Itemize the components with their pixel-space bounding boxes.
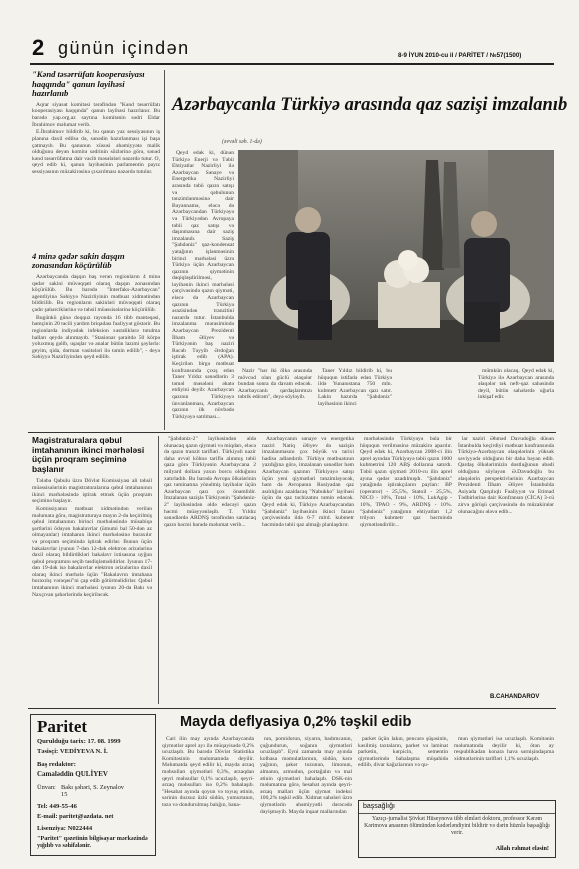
phone: Tel: 449-55-46 xyxy=(37,803,77,810)
article-title: Magistraturalara qəbul imtahanının ikinci mərhələsi üçün proqram seçiminə başlanır xyxy=(32,435,145,474)
paragraph: Tələbə Qəbulu üzrə Dövlət Komissiyası ali təhsil müəssisələrinin magistraturalarına qəbul imtahanının ikinci mərhələsində iştirak etmək üçün proqram seçiminə başlayır. xyxy=(32,478,152,505)
masthead-founder xyxy=(37,748,108,755)
article-body xyxy=(32,478,152,696)
masthead-founded: Qurulduğu tarix: 17. 08. 1999 xyxy=(37,738,121,745)
paragraph: Bugünkü günə doqquz rayonda 16 tibb məntəqəsi, həmçinin 20 təcili yardım briqadası fəaliyyət göstərir. Bu regionlarda indiyədək infeksion xəstəliklərə tutulma halları qeydə alınmayıb. "Stasionar şəraitdə 50 körpə yoluxmuş gəlib, uşaqlar və analar bütün lazımi şəylərlə: geyim, qida, dərman vasitələri ilə təmin edilib", - deyə Səhiyyə Nazirliyindən qeyd edilib. xyxy=(32,314,160,361)
main-article-column-1 xyxy=(172,150,234,428)
issue-info: 8-9 İYUN 2010-cu il / PARİTET / №57(1500) xyxy=(398,52,522,59)
condolence-title: başsağlığı xyxy=(363,803,395,810)
continuation-column-1: "Şahdəniz-2" layihəsindən əldə olunacaq qazın qiyməti və miqdarı, eləcə də qazın tranzit tarifləri. Türkiyəli nazir daha əvvəl köhnə tariflə alınmış təbii qaza görə Türkiyənin Azərbaycana 2 milyard dollara yaxın borcu olduğunu xatırladıb. Bu barədə Avropa ölkələrinin qaz təminatına yönəlmiş layihələr üçün Azərbaycan qazı çox önəmlidir. İmzalanan sazişlə Türkiyənin "Şahdəniz-2" layihəsindən əldə edəcəyi qazın həcmi müəyyənləşib. T. Yıldız sənədlərdə ARDNŞ tərəfindən satılacaq qazın həcmi barədə məlumat verib... xyxy=(164,436,256,528)
main-article-column-4: mümkün olacaq. Qeyd edək ki, Türkiyə ilə Azərbaycan arasında əlaqələr tək neft-qaz sahəsində deyil, bütün sahələrdə uğurla inkişaf edir. xyxy=(478,368,554,401)
continuation-column-2: Azərbaycanın sənaye və energetika naziri Natiq Əliyev də sazişin imzalanmasını çox böyük və tarixi hadisə adlandırıb. Türkiyə mətbuatının yazdığına görə, imzalanan sənədlər həm Azərbaycan qazının Türkiyəyə satışı üçün yeni qiymətləri tənzimləyəcək, həm də Avropanın Rusiyadan qaz asılılığını azaldacaq "Nabukko" layihəsi üçün də qaz təchizatını təmin edəcək. Qeyd edək ki, Türkiyə Azərbaycandan "Şahdəniz" layihəsinin ikinci fazası çərçivəsində ildə 6-7 mlrd. kubmetr həcmində təbii qaz almağı planlaşdırır. xyxy=(262,436,354,528)
address: Bakı şəhəri, S. Zeynalov 15 xyxy=(61,784,125,799)
main-article-column-3: Taner Yıldız bildirib ki, bu hüququn istifadə edən Türkiyə ildə Yunanıstana 750 mln. kubmetr Azərbaycan qazı satır. Lakin hazırda "Şahdəniz" layihəsinin ikinci xyxy=(318,368,392,407)
address-label: Ünvan: xyxy=(37,784,56,791)
paragraph: E.İbrahimov bildirib ki, bu qanun yaz sessiyasının iş planına daxil edilsə də, sənədin hazırlanması işi başa çatmayıb. Bu qanunun xüsusi əhəmiyyətə malik olduğunu deyən komitə sədrinin sözlərinə görə, sənəd kənd təsərrüfatına dair vacib məsələləri nəzərdə tutur. O, qeyd edib ki, qanun layihəsinin parlamentin payız sessiyasının müzakirəsinə çıxarılması nəzərdə tutulur. xyxy=(32,129,160,175)
masthead-title: Paritet xyxy=(37,717,88,736)
continued-note: (əvvəli səh. 1-də) xyxy=(222,139,262,145)
masthead-note: "Paritet" qəzetinin bilgisayar mərkəzində yığılıb və səhifələnir. xyxy=(37,835,148,850)
page-header xyxy=(0,0,579,66)
email-link[interactable]: E-mail: paritet@azdata. net xyxy=(37,813,114,820)
exam-article xyxy=(32,436,152,704)
article-body xyxy=(32,274,160,434)
founder-label: Təsisçi: xyxy=(37,748,59,755)
section-title: günün içindən xyxy=(58,38,190,58)
continuation-column-3: mərhələsində Türkiyəyə bəla bir hüququn verilməsinə müzakirə aparılır. Qeyd edək ki, Azərbaycan 2008-ci ilin aprel ayından Türkiyəyə təbii qazın 1000 kubmetrini 120 ABŞ dollarına satırdı. Təbii qazın qiyməti 2010-cu ilin aprel ayına qədər uzadılmışdı. "Şahdəniz" yatağında iştirakçıların payları: BP (operator) - 25,5%, Statoil - 25,5%, NICO - 10%, Total - 10%, LukAgip - 10%, TPAO - 9%, ARDNŞ - 10%. "Şahdəniz" yatağının ehtiyatları 1,2 trilyon kubmetr qaz həcmində qiymətləndirilir... xyxy=(360,436,452,528)
section-divider xyxy=(28,432,556,433)
header-rule xyxy=(30,63,554,65)
bottom-article-column-2: nın, pomidorun, xiyarın, badımcanın, çuğundurun, soğanın qiymətləri ucuzlaşıb". Eyni zamanda may ayında kolbasa məmulatlarının, südün, kərə yağının, şəkər tozunun, limonun, almanın, armudun, portağalın və mal ətinin qiymətləri bahalaşıb. DSK-nin məlumatına görə, hesabat ayında qeyri-ərzaq malları üçün qiymət indeksi 100,2% təşkil edib. Xidmət sahələri üzrə qiymətlərin əhəmiyyətli dərəcədə dəyişməyib. Mayda inşaat mallarından xyxy=(260,736,352,815)
photo-image xyxy=(238,150,554,362)
editor-name: Camaləddin QULİYEV xyxy=(37,770,108,778)
page-number: 2 xyxy=(32,35,45,60)
article-title: "Kənd təsərrüfatı kooperasiyası haqqında" qanun layihəsi hazırlanıb xyxy=(32,69,145,99)
condolence-title-rule xyxy=(359,813,555,814)
main-headline: Azərbaycanla Türkiyə arasında qaz sazişi imzalanıb xyxy=(172,95,568,115)
continuation-column-4: lar naziri Əhməd Davudoğlu dünən İstanbulda keçirdiyi mətbuat konfransında Türkiyə-Azərbaycan əlaqələrinin yüksək səviyyədə olduğunu bir daha bəyan edib. Qardaş ölkələrimizin dostluğunun əbədi olduğunu söyləyən Ə.Davudoğlu bu əlaqələrin perspektivlərinin Azərbaycan Prezidenti İlham Əliyev İstanbulda Asiyada Qarşılıqlı Fəaliyyət və Etimad Tədbirlərinə dair Konfransın (CİCA) 3-cü zirvə görüşü çərçivəsində də müzakirələr olunacağını ələvə edib... xyxy=(458,436,554,515)
bottom-headline: Mayda deflyasiya 0,2% təşkil edib xyxy=(180,714,412,730)
article-title: 4 minə qədər sakin daşqın zonasından köçürülüb xyxy=(32,250,125,271)
paragraph: Qeyd edək ki, dünən Türkiyə Enerji və Təbii Ehtiyatlar Nazirliyi ilə Azərbaycan Sənaye və Energetika Nazirliyi arasında təbii qazın satışı və qəbulunun tənzimlənməsinə dair Bəyannamə, eləcə də Azərbaycandan Türkiyəyə və Türkiyədən Avropaya təbii qaz satışı və daşınmasına dair saziş imzalanıb. Saziş "Şahdəniz" qaz-kondensat yatağının işlənməsinin birinci mərhələsi üzrə Türkiyə üçün Azərbaycan qazının qiymətinin dəqiqləşdirilməsi, layihənin ikinci mərhələsi çərçivəsində qazın qiyməti, eləcə də Azərbaycan qazının Türkiyə ərazisindən tranzitini nəzərdə tutur. İstanbulda imzalanma mərasimində Azərbaycan Prezidenti İlham Əliyev və Türkiyənin baş naziri Rəcəb Təyyib Ərdoğan iştirak edib (APA). Keçirilən birgə mətbuat konfransında çıxış edən Taner Yıldız sənədlərin 3 təməl məsələni əhatə etdiyini deyib: Azərbaycan qazının Türkiyəyə ünvanlanması, Azərbaycan qazının ilk növbədə Türkiyəyə satılması... xyxy=(172,150,234,420)
editor-label: Baş redaktor: xyxy=(37,761,76,768)
paragraph: Komissiyanın mətbuat xidmətindən verilən məlumata görə, magistraturaya mayın 2-də keçirilmiş qəbul imtahanının birinci mərhələsində müsabiqə şərtlərini ödəyən bakalavrlar (ümumi bal 50-dən az olmayanlar) imtahanın ikinci mərhələsinə buraxılır və proqram seçimində iştirak edirlər. Bunun üçün bakalavrlar iyunun 7-dən 12-dək elektron ərizələrinə daxil olaraq bildirdikləri bakalavr ixtisasına uyğun qəbul proqramını seçib təsdiqləməlidirlər. Iyunun 17-dən 19-dək isə bakalavrlar elektron ərizələrinə daxil olaraq ikinci mərhələ üçün "Bakalavrın imtahana buraxılış vərəqəsi"ni çap edib götürməlidirlər. Qəbul imtahanının ikinci mərhələsi iyunun 20-də Bakı və Naxçıvan şəhərlərində keçiriləcək. xyxy=(32,505,152,598)
bottom-article-column-4: mun qiymətləri isə ucuzlaşıb. Komitənin məlumatında deyilir ki, ötən ay respublikadan konara hava sərnişindaşıma xidmətlərinin tarifləri 1,1% ucuzlaşıb. xyxy=(454,736,554,762)
news-photo xyxy=(238,150,554,362)
paragraph: Azərbaycanda daşqın baş verən regionların 4 minə qədər sakini müvəqqəti olaraq daşqın zonasından köçürülüb. Bu barədə "İnterfaks-Azərbaycan" agentliyinə Səhiyyə Nazirliyinin mətbuat xidmətindən bildirilib. Bu regionların sakinləri müvəqqəti olaraq çadır şəhərciklərinə və təhsil müəssisələrinə köçürülüb. xyxy=(32,273,160,313)
byline: B.CAHANDAROV xyxy=(490,694,540,700)
masthead-box xyxy=(30,714,156,856)
condolence-box xyxy=(358,800,556,858)
bottom-article-column-1: Cari ilin may ayında Azərbaycanda qiymətlər aprel ayı ilə müqayisədə 0,2% ucuzlaşıb. Bu barədə Dövlət Statistika Komitəsinin məlumatında deyilir. Məlumatda qeyd edilir ki, mayda ərzaq məhsulları qiymətləri 0,3%, ərzaqdan qeyri məhsullar 0,1% ucuzlaşıb, qeyri-ərzaq məhsulları isə 0,2% bahalaşıb. "Hesabat ayında qoyun və toyuq ətinin, sərinin duzsuz üzlü südün, yumurtanın, təzə və dondurulmuş balığın, bana- xyxy=(162,736,254,808)
paragraph: Aqrar siyasət komitəsi tərəfindən "Kənd təsərrüfatı kooperasiyası haqqında" qanun layihəsi hazırlanır. Bu barədə yap.org.az saytına komitənin sədri Eldar İbrahimov məlumat verib. xyxy=(32,101,160,128)
bottom-article-column-3: parket üçün lakın, pencərə şüşəsinin, kəsilmiş taxtaların, parket və laminat parketin, kərpicin, sementin qiymətlərində bahalaşma müşahidə edilib, divar kağızlarının və qu- xyxy=(358,736,448,769)
condolence-closing: Allah rəhmət eləsin! xyxy=(495,845,549,852)
article-body xyxy=(32,102,160,248)
column-divider xyxy=(158,436,159,704)
founder-name: VEDİYEVA N. İ. xyxy=(59,748,108,755)
left-top-column xyxy=(32,70,160,428)
license: Lisenziya: N022444 xyxy=(37,825,93,832)
column-divider xyxy=(164,70,165,430)
section-divider xyxy=(28,708,556,709)
main-article-column-2: Nazir "hər iki ölkə arasında mövcud olan güclü əlaqələr bundan sonra da davam edəcək. Azərbaycanlı qardaşlarımızı təbrik edirəm", deyə söyləyib. xyxy=(238,368,312,401)
condolence-body: Yazıçı-jurnalist Şövkət Hüseynova tibb elmləri doktoru, professor Kərəm Kərimova anasının ölümündən kədərləndiyini bildirir və dərin hüznlə başsağlığı verir. xyxy=(364,816,550,836)
